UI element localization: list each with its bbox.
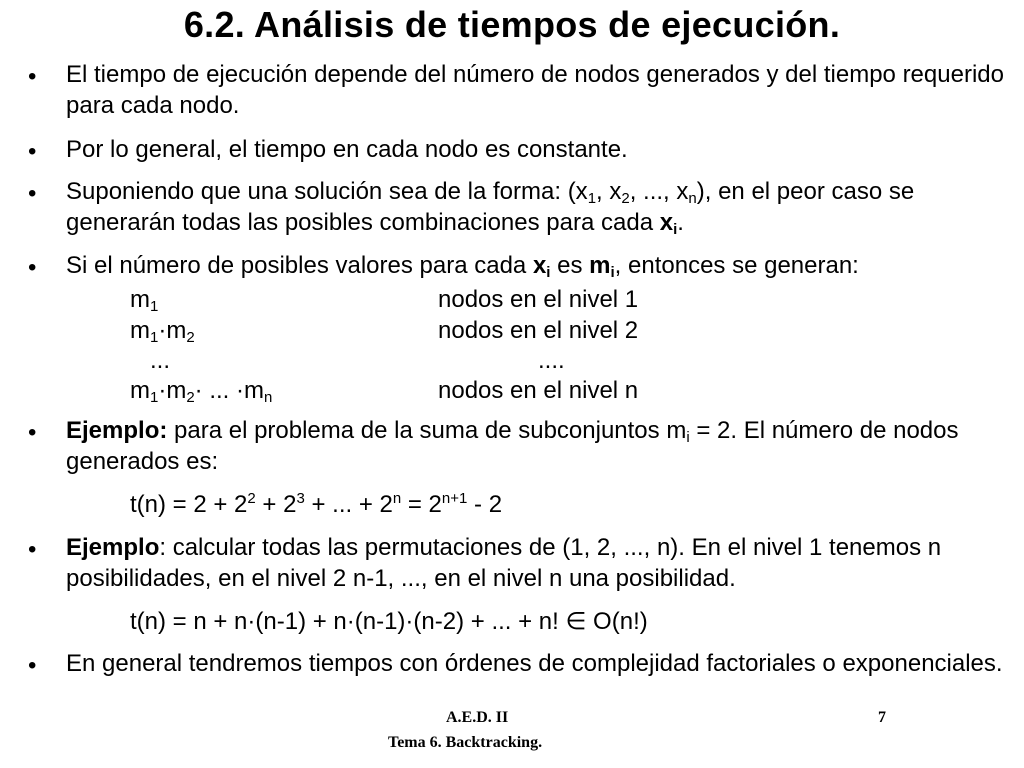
- footer-page-number: 7: [878, 709, 886, 726]
- bullet-icon: •: [28, 138, 37, 165]
- footer-topic: Tema 6. Backtracking.: [388, 734, 543, 751]
- bullet-icon: •: [28, 63, 37, 90]
- formula-subset-sum: $t(n) = 2 + 2^2 + 2^3$ + ... + $2^n = 2^{n+1} - 2$: [130, 490, 503, 518]
- slide-title: 6.2. Análisis de tiempos de ejecución.: [183, 4, 841, 45]
- bullet-icon: •: [28, 536, 37, 563]
- bullet-text-7: En general tendremos tiempos con órdenes de complejidad factoriales o exponenciales.: [66, 650, 1003, 677]
- bullet-icon: •: [28, 254, 37, 281]
- bullet-text-5: Ejemplo: para el problema de la suma de subconjuntos $m_i = 2$. El número de nodos generados es:: [66, 417, 959, 475]
- level-desc-2: nodos en el nivel 2: [438, 317, 639, 344]
- footer-course: A.E.D. II: [446, 709, 509, 726]
- level-desc-n: nodos en el nivel n: [438, 377, 639, 404]
- bullet-text-4: Si el número de posibles valores para cada $x_i$ es $m_i$, entonces se generan:: [66, 252, 859, 281]
- bullet-text-1: El tiempo de ejecución depende del número de nodos generados y del tiempo requerido para cada nodo.: [66, 61, 1004, 119]
- formula-permutations: t(n) = n + n·(n-1) + n·(n-1)·(n-2) + ... + n! ∈ O(n!): [130, 608, 648, 635]
- level-expr-ellipsis: ...: [150, 347, 171, 374]
- level-expr-n: $m_1\cdot m_2\cdot$ ... $\cdot m_n$: [130, 377, 273, 406]
- bullet-icon: •: [28, 419, 37, 446]
- bullet-text-3: Suponiendo que una solución sea de la forma: ($x_1$, $x_2$, ..., $x_n$), en el peor caso se generarán todas las posibles combinaciones para cada $x_i$.: [66, 178, 915, 238]
- level-desc-ellipsis: ....: [538, 347, 565, 374]
- level-expr-1: $m_1$: [130, 286, 159, 315]
- bullet-icon: •: [28, 180, 37, 207]
- level-desc-1: nodos en el nivel 1: [438, 286, 639, 313]
- bullet-icon: •: [28, 652, 37, 679]
- level-expr-2: $m_1\cdot m_2$: [130, 317, 195, 346]
- bullet-text-2: Por lo general, el tiempo en cada nodo es constante.: [66, 136, 628, 163]
- bullet-text-6: Ejemplo: calcular todas las permutaciones de (1, 2, ..., n). En el nivel 1 tenemos n posibilidades, en el nivel 2 n-1, ..., en el nivel n una posibilidad.: [66, 534, 942, 592]
